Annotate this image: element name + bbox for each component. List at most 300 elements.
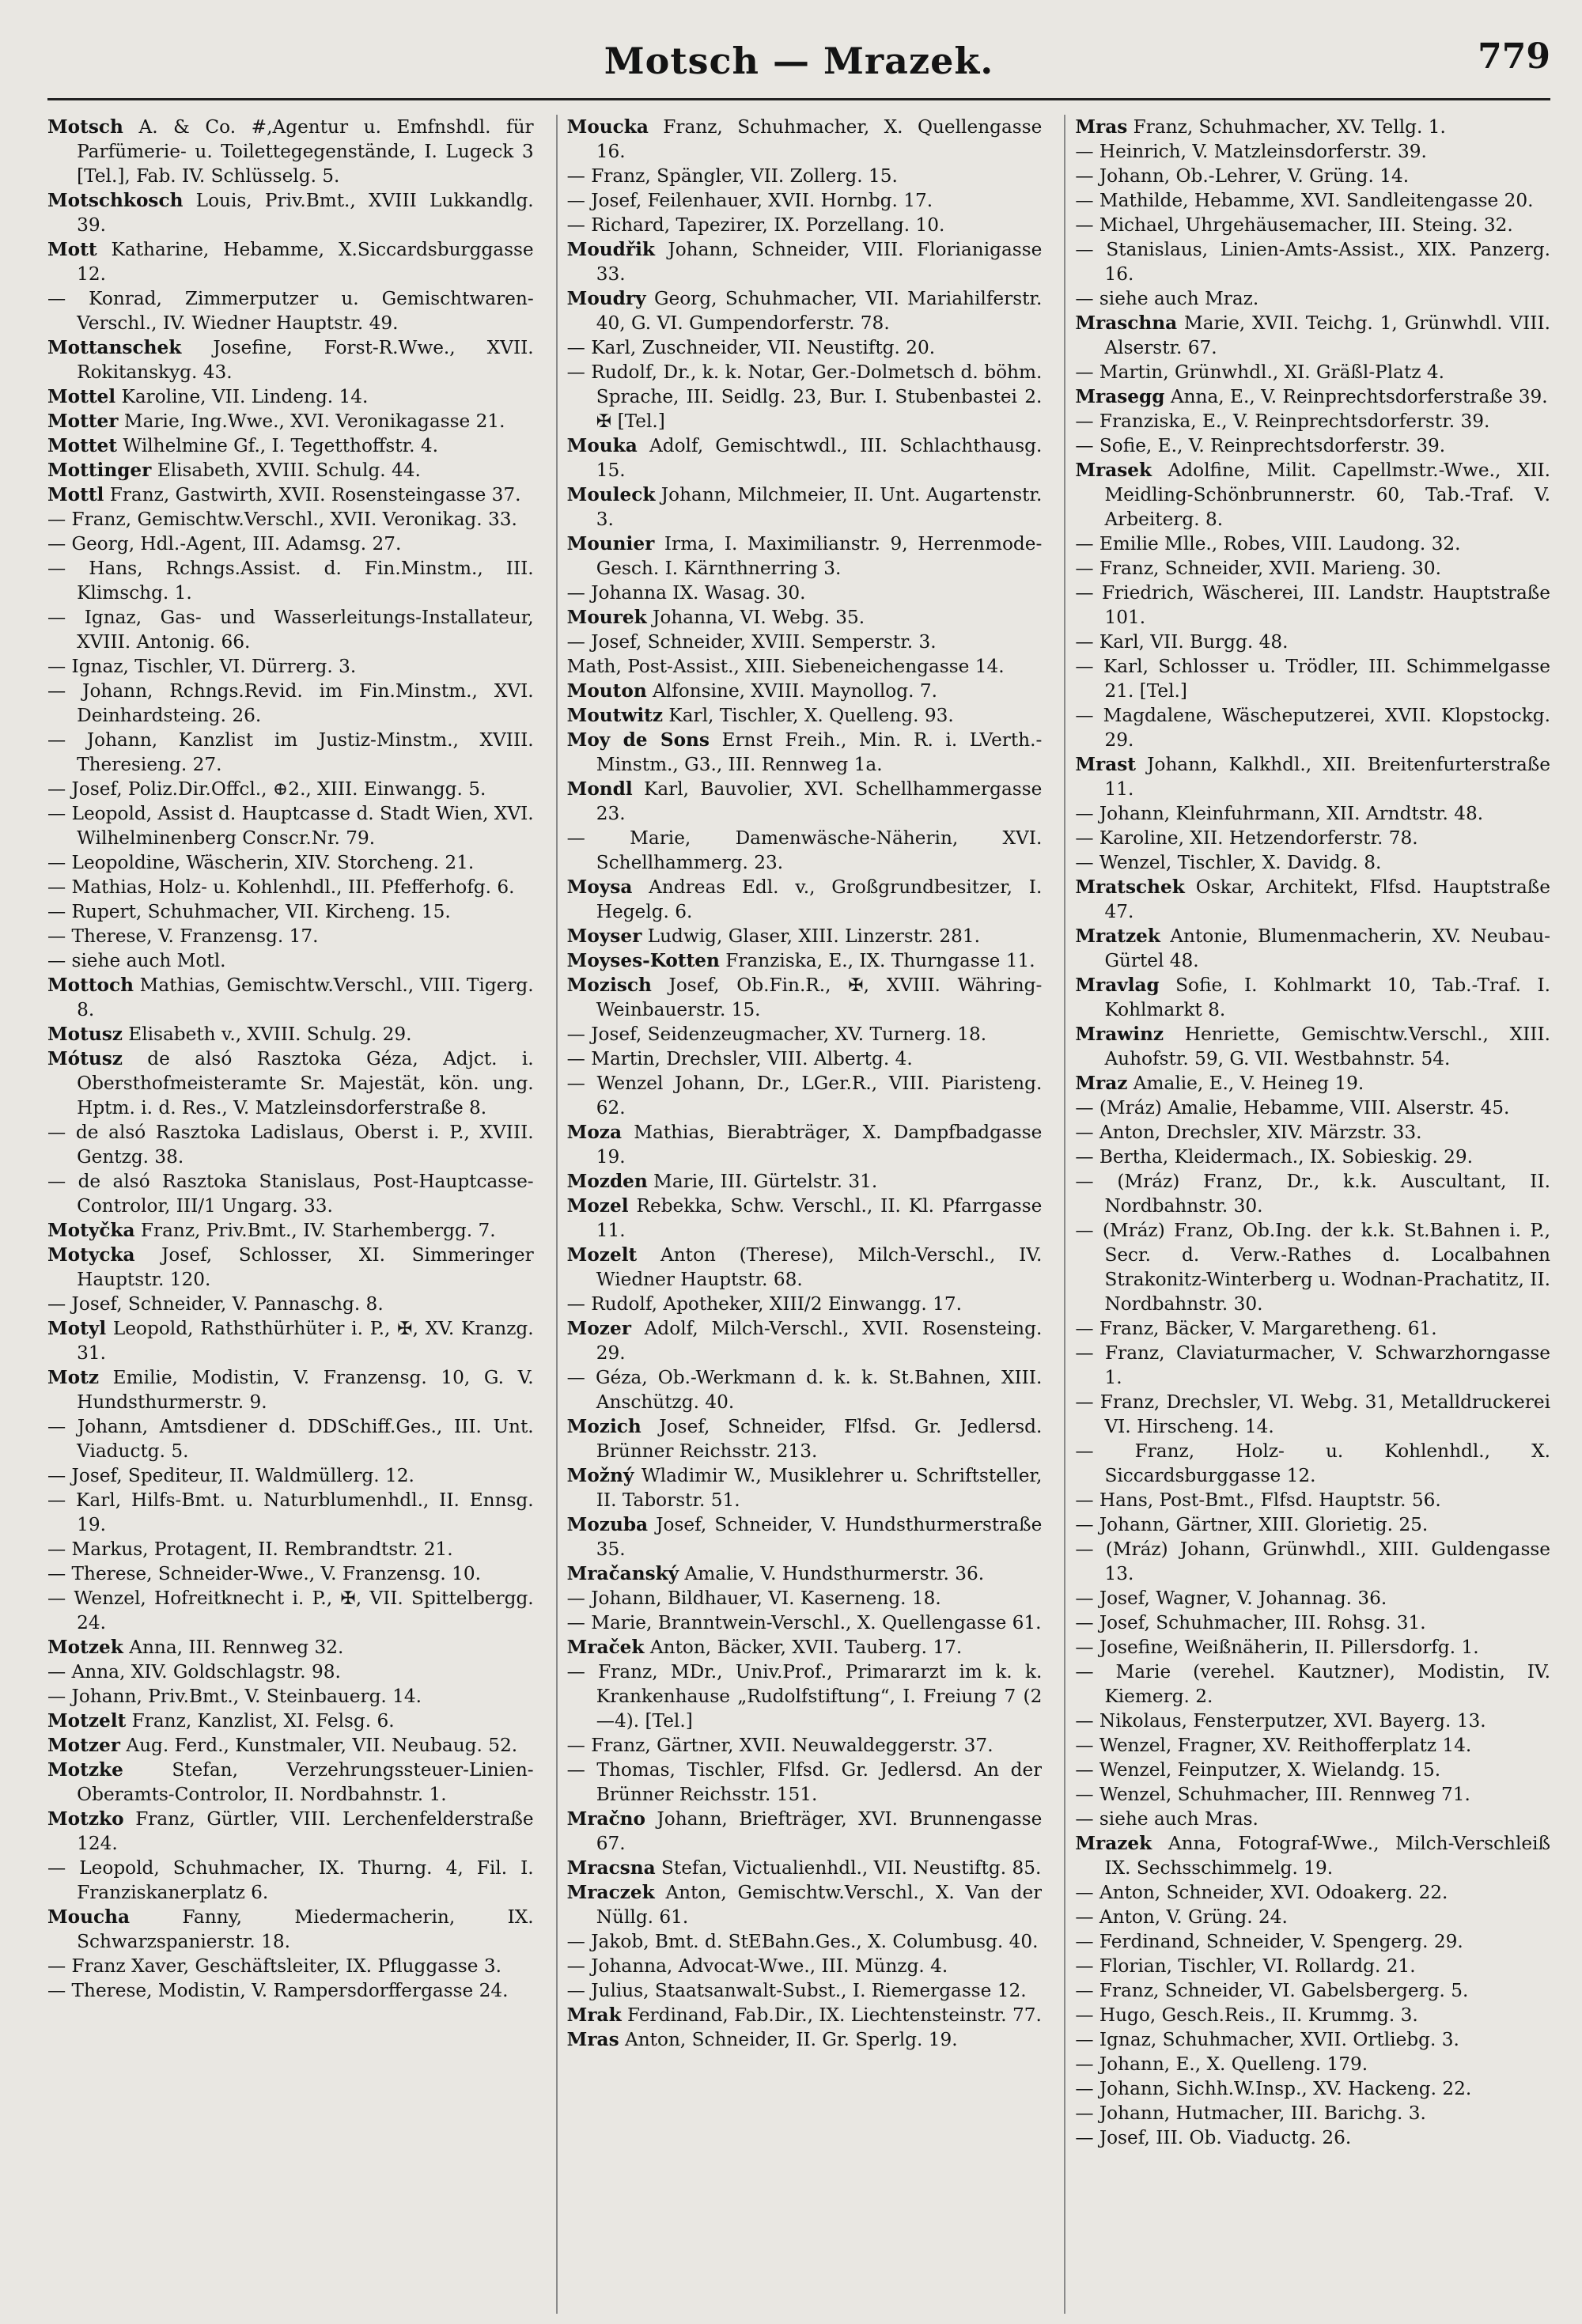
entry-details: Leopold, Rathsthürhüter i. P., ✠, XV. Kranzg. 31. [77, 1318, 534, 1364]
directory-entry [47, 409, 534, 433]
entry-surname: Mozer [566, 1318, 631, 1339]
directory-entry [1075, 458, 1550, 532]
directory-entry [567, 1463, 1043, 1512]
directory-entry [1075, 1341, 1550, 1390]
entry-details: — de alsó Rasztoka Ladislaus, Oberst i. P., XVIII. Gentzg. 38. [47, 1122, 534, 1168]
entry-details: Anton (Therese), Milch-Verschl., IV. Wiedner Hauptstr. 68. [596, 1244, 1043, 1290]
directory-entry [1075, 1660, 1550, 1709]
entry-details: — (Mráz) Amalie, Hebamme, VIII. Alserstr. 45. [1075, 1097, 1510, 1118]
entry-details: Adolf, Milch-Verschl., XVII. Rosensteing. 29. [596, 1318, 1043, 1364]
entry-surname: Mravlag [1075, 975, 1160, 996]
entry-surname: Možný [566, 1465, 634, 1486]
entry-details: — Thomas, Tischler, Flfsd. Gr. Jedlersd. An der Brünner Reichsstr. 151. [566, 1759, 1043, 1805]
entry-details: — Johann, Amtsdiener d. DDSchiff.Ges., III. Unt. Viaductg. 5. [47, 1416, 534, 1462]
entry-surname: Mottet [47, 435, 118, 456]
directory-entry [1075, 752, 1550, 801]
entry-details: Franziska, E., IX. Thurngasse 11. [719, 950, 1035, 971]
entry-details: — Michael, Uhrgehäusemacher, III. Steing. 32. [1075, 214, 1513, 236]
entry-surname: Motusz [47, 1024, 123, 1045]
entry-details: — Hugo, Gesch.Reis., II. Krummg. 3. [1075, 2004, 1418, 2026]
directory-entry [1075, 924, 1550, 973]
entry-details: — Johann, Priv.Bmt., V. Steinbauerg. 14. [47, 1686, 422, 1707]
directory-entry [1075, 1145, 1550, 1169]
entry-surname: Motzek [47, 1637, 123, 1658]
entry-details: A. & Co. #,Agentur u. Emfnshdl. für Parfümerie- u. Toilettegegenstände, I. Lugeck 3 [Tel.], Fab. IV. Schlüsselg. 5. [77, 116, 534, 187]
entry-surname: Mraczek [566, 1882, 655, 1903]
entry-surname: Mraz [1075, 1073, 1128, 1094]
directory-entry [567, 924, 1043, 948]
directory-entry [567, 1512, 1043, 1561]
directory-entry [47, 1733, 534, 1758]
directory-entry [47, 188, 534, 237]
entry-details: — Josef, Wagner, V. Johannag. 36. [1075, 1588, 1387, 1609]
directory-entry [567, 1929, 1043, 1954]
entry-details: — Franz, Gemischtw.Verschl., XVII. Veronikag. 33. [47, 509, 517, 530]
directory-entry [47, 1316, 534, 1365]
entry-details: — Wenzel, Fragner, XV. Reithofferplatz 14. [1075, 1735, 1472, 1756]
directory-entry [567, 1635, 1043, 1660]
entry-surname: Motycka [47, 1244, 135, 1266]
entry-surname: Motschkosch [47, 190, 184, 211]
entry-details: Alfonsine, XVIII. Maynollog. 7. [646, 680, 937, 702]
directory-entry [1075, 1169, 1550, 1218]
entry-surname: Motyl [47, 1318, 107, 1339]
entry-details: Katharine, Hebamme, X.Siccardsburggasse 12. [77, 239, 534, 285]
directory-entry [1075, 1905, 1550, 1929]
entry-details: — Josef, Schneider, XVIII. Semperstr. 3. [566, 631, 937, 653]
entry-details: Franz, Gastwirth, XVII. Rosensteingasse 37. [104, 484, 521, 505]
directory-entry [1075, 1709, 1550, 1733]
entry-details: Franz, Schuhmacher, X. Quellengasse 16. [596, 116, 1043, 162]
entry-details: — Mathias, Holz- u. Kohlenhdl., III. Pfefferhofg. 6. [47, 876, 515, 898]
directory-entry [47, 1807, 534, 1856]
directory-entry [567, 1880, 1043, 1929]
directory-entry [47, 948, 534, 973]
entry-details: Amalie, V. Hundsthurmerstr. 36. [679, 1563, 985, 1584]
directory-entry [47, 654, 534, 679]
directory-entry [567, 213, 1043, 237]
entry-surname: Moyser [566, 925, 642, 947]
entry-details: — Karoline, XII. Hetzendorferstr. 78. [1075, 827, 1418, 849]
directory-entry [47, 1243, 534, 1292]
entry-surname: Moza [566, 1122, 622, 1143]
entry-surname: Mračno [566, 1808, 646, 1830]
directory-entry [567, 630, 1043, 654]
directory-entry [1075, 409, 1550, 433]
entry-details: Franz, Gürtler, VIII. Lerchenfelderstraße 124. [77, 1808, 534, 1854]
entry-details: — Johann, Bildhauer, VI. Kaserneng. 18. [566, 1588, 941, 1609]
entry-surname: Moudry [566, 288, 646, 309]
entry-surname: Mrawinz [1075, 1024, 1164, 1045]
entry-details: Josef, Ob.Fin.R., ✠, XVIII. Währing-Weinbauerstr. 15. [596, 975, 1043, 1020]
directory-entry [567, 1316, 1043, 1365]
directory-entry [567, 1978, 1043, 2003]
directory-entry [47, 115, 534, 188]
directory-entry [47, 1414, 534, 1463]
directory-entry [47, 1978, 534, 2003]
entry-surname: Motzelt [47, 1710, 127, 1732]
entry-surname: Moy de Sons [566, 729, 710, 751]
entry-details: — Georg, Hdl.-Agent, III. Adamsg. 27. [47, 533, 402, 555]
entry-surname: Mouton [566, 680, 647, 702]
directory-entry [47, 532, 534, 556]
entry-details: — Bertha, Kleidermach., IX. Sobieskig. 29. [1075, 1146, 1473, 1168]
entry-details: Mathias, Gemischtw.Verschl., VIII. Tigerg. 8. [77, 975, 534, 1020]
directory-entry [47, 679, 534, 728]
directory-entry [47, 384, 534, 409]
directory-entry [1075, 433, 1550, 458]
directory-entry [47, 458, 534, 483]
directory-entry [47, 1758, 534, 1807]
entry-details: — Johanna IX. Wasag. 30. [566, 582, 806, 604]
entry-details: Amalie, E., V. Heineg 19. [1127, 1073, 1364, 1094]
entry-surname: Mott [47, 239, 97, 260]
entry-details: Marie, XVII. Teichg. 1, Grünwhdl. VIII. Alserstr. 67. [1104, 312, 1550, 358]
entry-details: — siehe auch Mras. [1075, 1808, 1258, 1830]
directory-entry [1075, 1022, 1550, 1071]
entry-details: — Johann, Kleinfuhrmann, XII. Arndtstr. 48. [1075, 803, 1484, 824]
entry-details: — Franz, Holz- u. Kohlenhdl., X. Siccardsburggasse 12. [1075, 1440, 1550, 1486]
entry-surname: Motz [47, 1367, 100, 1388]
column-left [47, 115, 534, 2314]
entry-surname: Mračanský [566, 1563, 679, 1584]
entry-surname: Mourek [566, 607, 647, 628]
directory-entry [1075, 581, 1550, 630]
entry-details: Marie, III. Gürtelstr. 31. [647, 1171, 878, 1192]
directory-entry [1075, 1733, 1550, 1758]
entry-details: — Wenzel, Hofreitknecht i. P., ✠, VII. Spittelbergg. 24. [47, 1588, 534, 1633]
directory-entry [1075, 1316, 1550, 1341]
entry-details: — siehe auch Mraz. [1075, 288, 1259, 309]
entry-details: — Johann, Gärtner, XIII. Glorietig. 25. [1075, 1514, 1429, 1535]
entry-details: — Wenzel, Tischler, X. Davidg. 8. [1075, 852, 1382, 873]
directory-entry [1075, 2027, 1550, 2052]
entry-details: — Hans, Rchngs.Assist. d. Fin.Minstm., III. Klimschg. 1. [47, 558, 534, 604]
entry-details: — Richard, Tapezirer, IX. Porzellang. 10. [566, 214, 945, 236]
directory-entry [567, 1586, 1043, 1611]
entry-details: — Josef, Feilenhauer, XVII. Hornbg. 17. [566, 190, 933, 211]
directory-entry [47, 1047, 534, 1120]
entry-details: — Leopold, Assist d. Hauptcasse d. Stadt Wien, XVI. Wilhelminenberg Conscr.Nr. 79. [47, 803, 534, 849]
entry-details: Ernst Freih., Min. R. i. LVerth.-Minstm., G3., III. Rennweg 1a. [596, 729, 1043, 775]
directory-entry [47, 1120, 534, 1169]
entry-details: — Josef, Spediteur, II. Waldmüllerg. 12. [47, 1465, 414, 1486]
directory-entry [567, 1194, 1043, 1243]
directory-entry [1075, 213, 1550, 237]
directory-entry [1075, 1880, 1550, 1905]
directory-entry [567, 2027, 1043, 2052]
entry-details: — Florian, Tischler, VI. Rollardg. 21. [1075, 1955, 1416, 1977]
entry-details: Adolf, Gemischtwdl., III. Schlachthausg. 15. [596, 435, 1043, 481]
entry-details: — (Mráz) Johann, Grünwhdl., XIII. Guldengasse 13. [1075, 1539, 1550, 1584]
entry-details: — Rudolf, Dr., k. k. Notar, Ger.-Dolmetsch d. böhm. Sprache, III. Seidlg. 23, Bur. I. Stubenbastei 2. ✠ [Tel.] [566, 361, 1043, 432]
entry-details: — Rudolf, Apotheker, XIII/2 Einwangg. 17. [566, 1293, 963, 1315]
directory-entry [567, 483, 1043, 532]
entry-details: Johann, Schneider, VIII. Florianigasse 33. [596, 239, 1043, 285]
directory-entry [1075, 360, 1550, 384]
entry-details: — Therese, V. Franzensg. 17. [47, 925, 319, 947]
entry-details: — Karl, Zuschneider, VII. Neustiftg. 20. [566, 337, 936, 358]
directory-entry [47, 1365, 534, 1414]
entry-surname: Moucha [47, 1906, 130, 1928]
directory-entry [47, 801, 534, 850]
entry-surname: Mottl [47, 484, 104, 505]
entry-details: — Franz, Gärtner, XVII. Neuwaldeggerstr. 37. [566, 1735, 993, 1756]
entry-details: Marie, Ing.Wwe., XVI. Veronikagasse 21. [118, 411, 505, 432]
page-title: Motsch — Mrazek. [604, 40, 994, 82]
entry-details: — Franziska, E., V. Reinprechtsdorferstr. 39. [1075, 411, 1490, 432]
entry-details: — Franz, MDr., Univ.Prof., Primararzt im k. k. Krankenhause „Rudolfstiftung“, I. Freiung 7 (2—4). [Tel.] [566, 1661, 1043, 1732]
entry-details: — Johann, Kanzlist im Justiz-Minstm., XVIII. Theresieng. 27. [47, 729, 534, 775]
entry-details: — Mathilde, Hebamme, XVI. Sandleitengasse 20. [1075, 190, 1534, 211]
entry-surname: Mozuba [566, 1514, 649, 1535]
directory-entry [567, 679, 1043, 703]
entry-details: Franz, Schuhmacher, XV. Tellg. 1. [1127, 116, 1446, 138]
entry-surname: Mraschna [1075, 312, 1178, 334]
entry-details: Johann, Milchmeier, II. Unt. Augartenstr. 3. [596, 484, 1043, 530]
directory-entry [1075, 1807, 1550, 1831]
directory-entry [47, 1169, 534, 1218]
entry-details: — Heinrich, V. Matzleinsdorferstr. 39. [1075, 141, 1427, 162]
directory-entry [1075, 556, 1550, 581]
entry-details: — Ignaz, Tischler, VI. Dürrerg. 3. [47, 656, 357, 677]
entry-details: — Marie, Branntwein-Verschl., X. Quellengasse 61. [566, 1612, 1042, 1633]
directory-entry [47, 1660, 534, 1684]
entry-details: Anton, Schneider, II. Gr. Sperlg. 19. [619, 2029, 958, 2050]
directory-entry [1075, 1758, 1550, 1782]
directory-columns [47, 115, 1550, 2314]
directory-entry [1075, 973, 1550, 1022]
entry-surname: Mouka [566, 435, 638, 456]
directory-entry [1075, 850, 1550, 875]
entry-surname: Mottel [47, 386, 116, 407]
entry-details: Anna, Fotograf-Wwe., Milch-Verschleiß IX. Sechsschimmelg. 19. [1104, 1833, 1550, 1879]
directory-entry [47, 1635, 534, 1660]
directory-entry [1075, 139, 1550, 164]
directory-entry [567, 973, 1043, 1022]
directory-entry [47, 899, 534, 924]
entry-details: Rebekka, Schw. Verschl., II. Kl. Pfarrgasse 11. [596, 1195, 1043, 1241]
entry-details: — Martin, Grünwhdl., XI. Gräßl-Platz 4. [1075, 361, 1445, 383]
entry-details: — Karl, Hilfs-Bmt. u. Naturblumenhdl., II. Ennsg. 19. [47, 1489, 534, 1535]
directory-entry [567, 286, 1043, 335]
directory-entry [1075, 826, 1550, 850]
entry-details: Antonie, Blumenmacherin, XV. Neubau-Gürtel 48. [1104, 925, 1550, 971]
entry-details: — Marie, Damenwäsche-Näherin, XVI. Schellhammerg. 23. [566, 827, 1043, 873]
directory-entry [47, 1218, 534, 1243]
directory-entry [47, 1856, 534, 1905]
entry-details: Sofie, I. Kohlmarkt 10, Tab.-Traf. I. Kohlmarkt 8. [1104, 975, 1550, 1020]
entry-details: Henriette, Gemischtw.Verschl., XIII. Auhofstr. 59, G. VII. Westbahnstr. 54. [1104, 1024, 1550, 1069]
directory-entry [1075, 1439, 1550, 1488]
entry-surname: Mozich [566, 1416, 642, 1437]
directory-entry [1075, 237, 1550, 286]
entry-details: — Johann, Rchngs.Revid. im Fin.Minstm., XVI. Deinhardsteing. 26. [47, 680, 534, 726]
entry-surname: Mótusz [47, 1048, 123, 1069]
entry-surname: Mottanschek [47, 337, 182, 358]
directory-entry [47, 286, 534, 335]
entry-surname: Mottinger [47, 460, 152, 481]
directory-entry [47, 728, 534, 777]
entry-details: Ludwig, Glaser, XIII. Linzerstr. 281. [642, 925, 980, 947]
entry-details: — Emilie Mlle., Robes, VIII. Laudong. 32. [1075, 533, 1461, 555]
directory-entry [47, 556, 534, 605]
entry-details: — de alsó Rasztoka Stanislaus, Post-Hauptcasse-Controlor, III/1 Ungarg. 33. [47, 1171, 534, 1217]
directory-entry [1075, 1611, 1550, 1635]
directory-entry [1075, 1537, 1550, 1586]
entry-details: Aug. Ferd., Kunstmaler, VII. Neubaug. 52. [119, 1735, 518, 1756]
directory-entry [1075, 801, 1550, 826]
page-header [47, 32, 1550, 100]
directory-entry [567, 875, 1043, 924]
directory-entry [567, 1047, 1043, 1071]
entry-details: Stefan, Verzehrungssteuer-Linien-Oberamts-Controlor, II. Nordbahnstr. 1. [77, 1759, 534, 1805]
directory-entry [1075, 2076, 1550, 2101]
entry-details: — Ferdinand, Schneider, V. Spengerg. 29. [1075, 1931, 1463, 1952]
directory-entry [567, 1954, 1043, 1978]
directory-entry [1075, 2125, 1550, 2150]
entry-details: — Josef, Seidenzeugmacher, XV. Turnerg. 18. [566, 1024, 987, 1045]
directory-entry [47, 850, 534, 875]
entry-details: — Franz, Schneider, VI. Gabelsbergerg. 5. [1075, 1980, 1469, 2001]
directory-entry [47, 433, 534, 458]
directory-entry [1075, 2101, 1550, 2125]
directory-entry [567, 1733, 1043, 1758]
entry-details: — Josef, Schneider, V. Pannaschg. 8. [47, 1293, 384, 1315]
entry-details: de alsó Rasztoka Géza, Adjct. i. Obersthofmeisteramte Sr. Majestät, kön. ung. Hptm. i. d. Res., V. Matzleinsdorferstraße 8. [77, 1048, 534, 1118]
directory-entry [1075, 654, 1550, 703]
entry-details: Wladimir W., Musiklehrer u. Schriftsteller, II. Taborstr. 51. [596, 1465, 1043, 1511]
directory-entry [1075, 188, 1550, 213]
entry-surname: Mrak [566, 2004, 622, 2026]
entry-surname: Mrasegg [1075, 386, 1165, 407]
entry-surname: Mras [566, 2029, 619, 2050]
directory-entry [567, 1561, 1043, 1586]
entry-details: Josef, Schneider, Flfsd. Gr. Jedlersd. Brünner Reichsstr. 213. [596, 1416, 1043, 1462]
entry-details: — Julius, Staatsanwalt-Subst., I. Riemergasse 12. [566, 1980, 1027, 2001]
entry-surname: Mracsna [566, 1857, 656, 1879]
entry-surname: Moutwitz [566, 705, 664, 726]
entry-details: — Konrad, Zimmerputzer u. Gemischtwaren-Verschl., IV. Wiedner Hauptstr. 49. [47, 288, 534, 334]
entry-details: Anton, Gemischtw.Verschl., X. Van der Nüllg. 61. [596, 1882, 1043, 1928]
directory-entry [567, 605, 1043, 630]
entry-details: — Franz, Schneider, XVII. Marieng. 30. [1075, 558, 1441, 579]
entry-details: Anna, III. Rennweg 32. [123, 1637, 344, 1658]
entry-details: — Therese, Schneider-Wwe., V. Franzensg. 10. [47, 1563, 482, 1584]
entry-details: — Anton, Schneider, XVI. Odoakerg. 22. [1075, 1882, 1448, 1903]
entry-details: — Josefine, Weißnäherin, II. Pillersdorfg. 1. [1075, 1637, 1479, 1658]
entry-details: — Wenzel, Schuhmacher, III. Rennweg 71. [1075, 1784, 1470, 1805]
entry-details: — Franz Xaver, Geschäftsleiter, IX. Pfluggasse 3. [47, 1955, 502, 1977]
entry-details: Johann, Kalkhdl., XII. Breitenfurterstraße 11. [1104, 754, 1550, 800]
entry-surname: Mondl [566, 778, 633, 800]
entry-details: Karl, Tischler, X. Quelleng. 93. [663, 705, 954, 726]
entry-details: — Ignaz, Gas- und Wasserleitungs-Installateur, XVIII. Antonig. 66. [47, 607, 534, 653]
entry-details: — Nikolaus, Fensterputzer, XVI. Bayerg. 13. [1075, 1710, 1486, 1732]
entry-surname: Moyses-Kotten [566, 950, 720, 971]
directory-entry [1075, 1390, 1550, 1439]
directory-entry [47, 1561, 534, 1586]
entry-details: — Leopold, Schuhmacher, IX. Thurng. 4, Fil. I. Franziskanerplatz 6. [47, 1857, 534, 1903]
directory-entry [567, 1169, 1043, 1194]
directory-entry [567, 1758, 1043, 1807]
directory-entry [567, 335, 1043, 360]
entry-details: — Sofie, E., V. Reinprechtsdorferstr. 39. [1075, 435, 1446, 456]
directory-entry [567, 1365, 1043, 1414]
directory-entry [47, 1709, 534, 1733]
entry-surname: Motzko [47, 1808, 124, 1830]
directory-entry [1075, 1831, 1550, 1880]
entry-surname: Mraček [566, 1637, 645, 1658]
directory-entry [567, 1660, 1043, 1733]
entry-surname: Mozisch [566, 975, 652, 996]
entry-surname: Mratzek [1075, 925, 1160, 947]
directory-entry [1075, 703, 1550, 752]
directory-entry [47, 1954, 534, 1978]
entry-surname: Mouleck [566, 484, 656, 505]
directory-entry [47, 335, 534, 384]
entry-details: — Therese, Modistin, V. Rampersdorffergasse 24. [47, 1980, 509, 2001]
entry-surname: Motsch [47, 116, 123, 138]
entry-details: — Johanna, Advocat-Wwe., III. Münzg. 4. [566, 1955, 948, 1977]
entry-details: — Johann, E., X. Quelleng. 179. [1075, 2053, 1368, 2075]
directory-entry [567, 1071, 1043, 1120]
entry-details: Stefan, Victualienhdl., VII. Neustiftg. 85. [655, 1857, 1042, 1879]
directory-entry [567, 777, 1043, 826]
entry-details: Math, Post-Assist., XIII. Siebeneichengasse 14. [566, 656, 1005, 677]
directory-entry [567, 581, 1043, 605]
entry-surname: Mozden [566, 1171, 648, 1192]
directory-entry [47, 777, 534, 801]
directory-entry [567, 703, 1043, 728]
directory-entry [567, 115, 1043, 164]
entry-surname: Mozel [566, 1195, 629, 1217]
entry-details: — Wenzel, Feinputzer, X. Wielandg. 15. [1075, 1759, 1441, 1781]
directory-entry [47, 507, 534, 532]
directory-entry [1075, 1954, 1550, 1978]
directory-entry [1075, 1096, 1550, 1120]
directory-entry [567, 532, 1043, 581]
entry-details: — Johann, Ob.-Lehrer, V. Grüng. 14. [1075, 165, 1410, 187]
column-middle [556, 115, 1043, 2314]
directory-entry [47, 483, 534, 507]
entry-surname: Mrasek [1075, 460, 1152, 481]
entry-details: — Johann, Sichh.W.Insp., XV. Hackeng. 22. [1075, 2078, 1472, 2099]
entry-details: — siehe auch Motl. [47, 950, 226, 971]
entry-details: — Jakob, Bmt. d. StEBahn.Ges., X. Columbusg. 40. [566, 1931, 1039, 1952]
entry-surname: Moysa [566, 876, 633, 898]
directory-entry [47, 1292, 534, 1316]
entry-details: Johann, Briefträger, XVI. Brunnengasse 67. [596, 1808, 1043, 1854]
directory-entry [1075, 1978, 1550, 2003]
directory-entry [47, 1022, 534, 1047]
directory-entry [567, 1856, 1043, 1880]
directory-entry [1075, 311, 1550, 360]
directory-entry [1075, 384, 1550, 409]
entry-details: — Martin, Drechsler, VIII. Albertg. 4. [566, 1048, 913, 1069]
directory-entry [1075, 115, 1550, 139]
entry-details: — Josef, Schuhmacher, III. Rohsg. 31. [1075, 1612, 1426, 1633]
entry-details: — Anton, Drechsler, XIV. Märzstr. 33. [1075, 1122, 1422, 1143]
entry-details: Josef, Schlosser, XI. Simmeringer Hauptstr. 120. [77, 1244, 534, 1290]
entry-surname: Motter [47, 411, 119, 432]
entry-details: Fanny, Miedermacherin, IX. Schwarzspanierstr. 18. [77, 1906, 534, 1952]
page-number: 779 [1478, 36, 1550, 77]
entry-details: Emilie, Modistin, V. Franzensg. 10, G. V. Hundsthurmerstr. 9. [77, 1367, 534, 1413]
directory-entry [47, 237, 534, 286]
directory-entry [567, 2003, 1043, 2027]
entry-details: Josef, Schneider, V. Hundsthurmerstraße 35. [596, 1514, 1043, 1560]
